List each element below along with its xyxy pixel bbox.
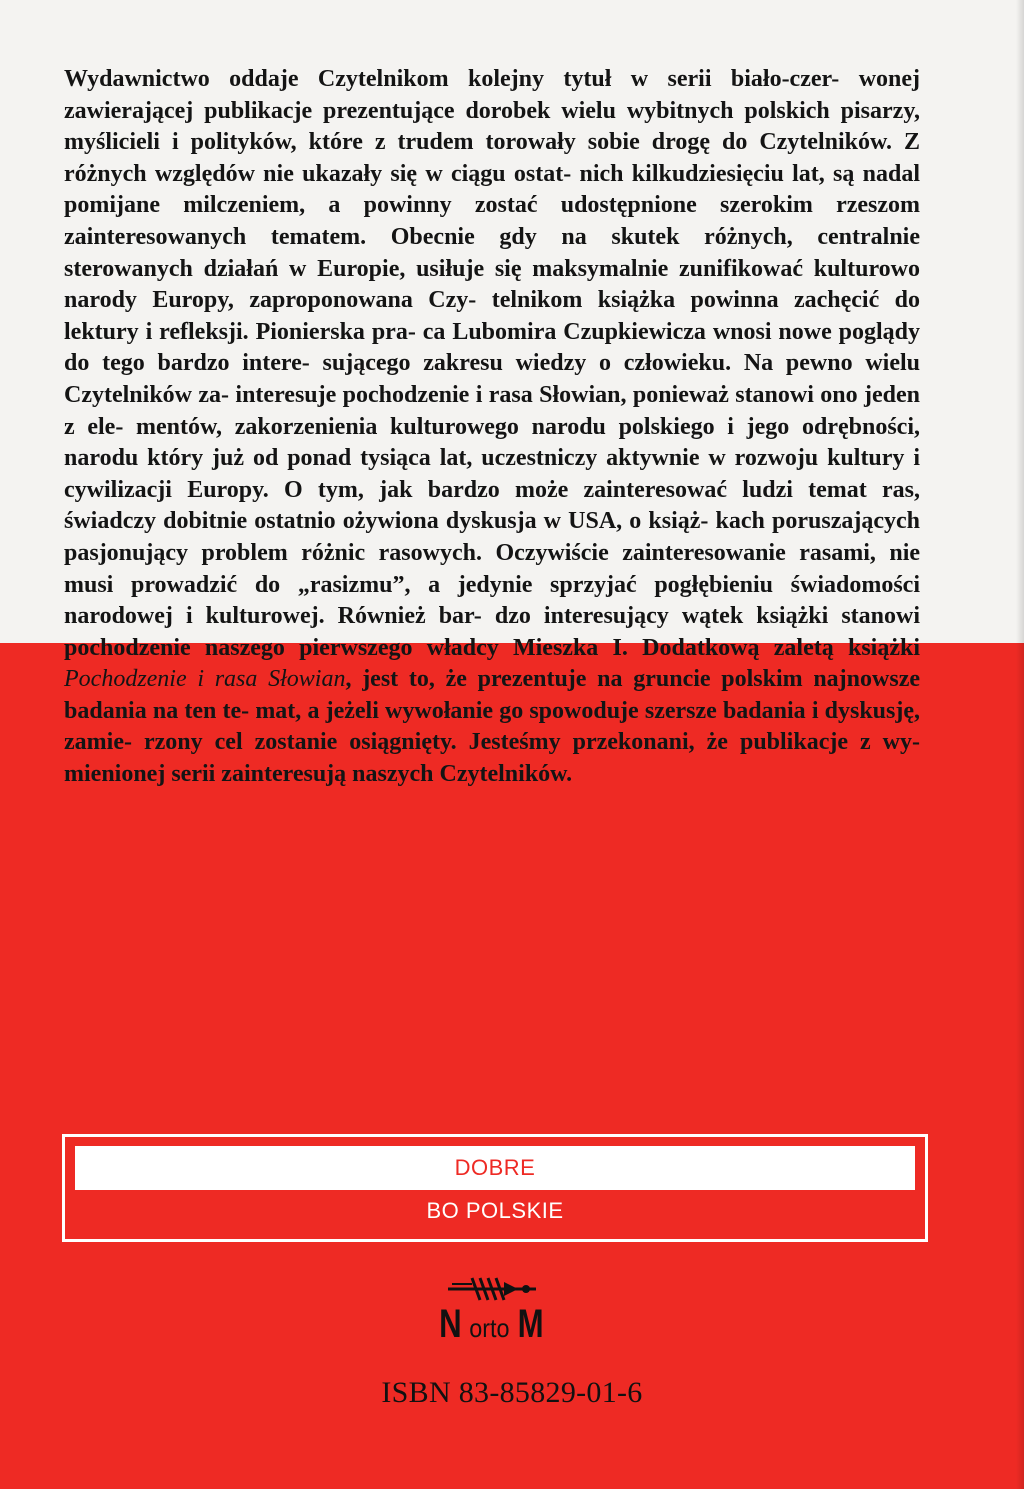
motto-box bbox=[62, 1134, 928, 1242]
back-cover-blurb bbox=[64, 64, 920, 791]
motto-bottom: BO POLSKIE bbox=[426, 1198, 564, 1223]
arrow-emblem-icon bbox=[442, 1272, 542, 1306]
blurb-line: mienionej serii zainteresują naszych Czytelników. bbox=[64, 761, 573, 788]
motto-top: DOBRE bbox=[75, 1146, 915, 1190]
publisher-name bbox=[410, 1302, 574, 1347]
blurb-line: temat ras, świadczy dobitnie ostatnio ożywiona dyskusja w USA, o książ- bbox=[64, 476, 920, 535]
blurb-line: polskich pisarzy, myślicieli i polityków, które z trudem torowały sobie bbox=[64, 97, 920, 156]
blurb-line: sprzyjać pogłębieniu świadomości narodowej i kulturowej. Również bar- bbox=[64, 571, 920, 630]
book-title: Pochodzenie i rasa Słowian bbox=[64, 666, 346, 693]
blurb-line: interesuje pochodzenie i rasa Słowian, ponieważ stanowi ono jeden z ele- bbox=[64, 381, 921, 440]
blurb-line: maksymalnie zunifikować kulturowo narody Europy, zaproponowana Czy- bbox=[64, 255, 920, 314]
blurb-line: Wydawnictwo oddaje Czytelnikom kolejny tytuł w serii biało-czer- bbox=[64, 66, 840, 92]
blurb-line: zainteresowanie rasami, nie musi prowadzić do „rasizmu”, a jedynie bbox=[64, 539, 921, 598]
blurb-line: telnikom książka powinna zachęcić do lektury i refleksji. Pionierska pra- bbox=[64, 287, 920, 345]
publisher-logo bbox=[410, 1272, 574, 1352]
blurb-line: na skutek różnych, centralnie sterowanych działań w Europie, usiłuje się bbox=[64, 223, 921, 282]
blurb-line: sującego zakresu wiedzy o człowieku. Na pewno wielu Czytelników za- bbox=[64, 350, 921, 408]
logo-letters-orto: orto bbox=[469, 1313, 510, 1343]
blurb-line: udostępnione szerokim rzeszom zainteresowanych tematem. Obecnie gdy bbox=[64, 192, 921, 250]
isbn: ISBN 83-85829-01-6 bbox=[381, 1376, 643, 1409]
blurb-line: dzo interesujący wątek książki stanowi pochodzenie naszego pierwszego bbox=[64, 603, 920, 661]
blurb-line: kultury i cywilizacji Europy. O tym, jak bardzo może zainteresować ludzi bbox=[64, 445, 921, 503]
cover-edge-shadow bbox=[1016, 0, 1024, 1489]
logo-letter-n: N bbox=[439, 1302, 463, 1346]
blurb-line: mat, a jeżeli wywołanie go spowoduje szersze badania i dyskusję, zamie- bbox=[64, 697, 921, 756]
blurb-punctuation: , bbox=[345, 666, 352, 693]
blurb-line: rzony cel zostanie osiągnięty. Jesteśmy przekonani, że publikacje z wy- bbox=[143, 729, 920, 756]
logo-letter-m: M bbox=[517, 1302, 544, 1346]
blurb-line: drogę do Czytelników. Z różnych względów nie ukazały się w ciągu ostat- bbox=[64, 129, 920, 187]
blurb-line: narodu który już od ponad tysiąca lat, uczestniczy aktywnie w rozwoju bbox=[64, 445, 819, 472]
blurb-line: kach poruszających pasjonujący problem różnic rasowych. Oczywiście bbox=[64, 508, 920, 566]
blurb-line: władcy Mieszka I. Dodatkową zaletą książki bbox=[426, 634, 920, 661]
blurb-line: wonej zawierającej publikacje prezentujące dorobek wielu wybitnych bbox=[64, 66, 921, 124]
blurb-line: jest to, że prezentuje na gruncie polskim najnowsze badania na ten te- bbox=[64, 666, 921, 724]
blurb-line: ca Lubomira Czupkiewicza wnosi nowe poglądy do tego bardzo intere- bbox=[64, 318, 921, 377]
blurb-line: nich kilkudziesięciu lat, są nadal pomijane milczeniem, a powinny zostać bbox=[64, 160, 921, 219]
blurb-line: mentów, zakorzenienia kulturowego narodu polskiego i jego odrębności, bbox=[136, 413, 920, 440]
